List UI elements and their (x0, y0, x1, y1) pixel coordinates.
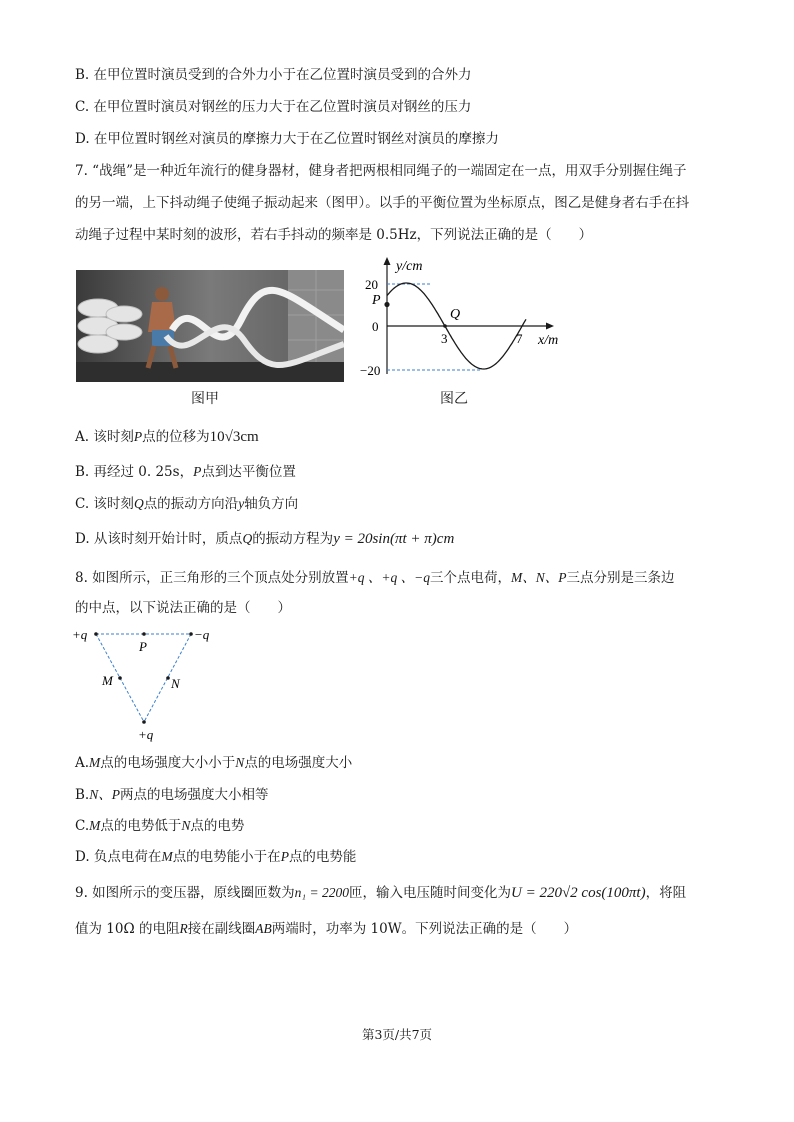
x-tick-7: 7 (516, 331, 523, 346)
q8b-prefix: B. (75, 787, 90, 803)
q8-option-c (75, 817, 244, 835)
q7-option-d (75, 530, 454, 548)
x-tick-3: 3 (441, 331, 448, 346)
q8-option-b (75, 786, 268, 804)
q6-option-c: C. 在甲位置时演员对钢丝的压力大于在乙位置时演员对钢丝的压力 (75, 99, 472, 115)
q9-line2-post: 两端时，功率为 10W。下列说法正确的是（ ） (271, 921, 578, 937)
q8-stem-line1 (75, 569, 675, 587)
option-d-prefix: D. 从该时刻开始计时，质点 (75, 531, 243, 547)
option-a-text: 点的位移为 (142, 429, 210, 445)
option-b-var: P (193, 464, 202, 479)
q7-stem-line1: 7. “战绳”是一种近年流行的健身器材，健身者把两根相同绳子的一端固定在一点，用双手分别握住绳子 (75, 163, 687, 179)
q8c-var2: N (181, 818, 191, 833)
q8-charges: +q 、+q 、−q (348, 570, 431, 585)
q8c-post: 点的电势 (190, 818, 245, 834)
q6-option-d: D. 在甲位置时钢丝对演员的摩擦力大于在乙位置时钢丝对演员的摩擦力 (75, 131, 499, 147)
p-label: P (139, 639, 147, 654)
q8a-mid: 点的电场强度大小小于 (100, 755, 236, 771)
q8-stem-prefix: 8. 如图所示，正三角形的三个顶点处分别放置 (75, 570, 349, 586)
q8b-post: 两点的电场强度大小相等 (119, 787, 269, 803)
y-tick-minus-20: −20 (360, 363, 381, 378)
page-footer: 第3页/共7页 (361, 1027, 433, 1042)
q8-stem-line2: 的中点，以下说法正确的是（ ） (75, 600, 291, 616)
bottom-vertex (142, 720, 146, 724)
option-b-prefix: B. 再经过 0. 25s， (75, 464, 194, 480)
q6-option-b: B. 在甲位置时演员受到的合外力小于在乙位置时演员受到的合外力 (75, 67, 472, 83)
q8c-prefix: C. (75, 818, 90, 834)
option-d-text: 的振动方程为 (252, 531, 334, 547)
point-p-label: P (372, 293, 381, 308)
q8c-mid: 点的电势低于 (100, 818, 182, 834)
option-c-var2: y (238, 496, 245, 511)
option-d-math: y = 20sin(πt + π)cm (333, 531, 455, 547)
q9-line2-prefix: 值为 10Ω 的电阻 (75, 921, 180, 937)
battle-rope-photo (76, 270, 344, 382)
q9-resistor: R (179, 921, 188, 936)
figure-b-caption: 图乙 (440, 391, 468, 407)
option-c-text2: 轴负方向 (244, 496, 299, 512)
q8a-var1: M (89, 755, 101, 770)
option-c-var: Q (133, 496, 144, 511)
q9-turns: n₁ = 2200 (294, 885, 349, 900)
q8-points: M、N、P (511, 570, 567, 585)
q8a-prefix: A. (75, 755, 90, 771)
y-tick-20: 20 (365, 277, 378, 292)
x-axis-arrow (546, 323, 554, 330)
option-a-prefix: A. 该时刻 (75, 429, 134, 445)
option-b-text: 点到达平衡位置 (201, 464, 296, 480)
q9-voltage: U = 220√2 cos(100πt) (510, 885, 646, 901)
n-label: N (171, 676, 180, 691)
q9-prefix: 9. 如图所示的变压器，原线圈匝数为 (75, 885, 295, 901)
q9-line2-mid: 接在副线圈 (187, 921, 256, 937)
m-label: M (102, 673, 113, 688)
y-axis-arrow (384, 257, 391, 265)
q7-stem-line2: 的另一端，上下抖动绳子使绳子振动起来（图甲）。以手的平衡位置为坐标原点，图乙是健身者右手在抖 (75, 195, 690, 211)
left-charge-label: +q (72, 627, 88, 642)
midpoint-n (166, 676, 170, 680)
q8-stem-mid: 三个点电荷， (430, 570, 512, 586)
q8d-mid: 点的电势能小于在 (172, 849, 281, 865)
q8b-var: N、P (89, 787, 120, 802)
midpoint-m (118, 676, 122, 680)
q7-option-b (75, 463, 296, 481)
left-vertex (94, 632, 98, 636)
q8d-post: 点的电势能 (288, 849, 357, 865)
option-a-var: P (133, 429, 143, 444)
q7-option-a (75, 428, 259, 446)
option-d-var: Q (242, 531, 253, 546)
q7-stem-line3: 动绳子过程中某时刻的波形，若右手抖动的频率是 0.5Hz，下列说法正确的是（ ） (75, 227, 593, 243)
q9-stem-line1 (75, 884, 686, 902)
q8d-var2: P (280, 849, 289, 864)
q8a-post: 点的电场强度大小 (244, 755, 353, 771)
y-axis-label: y/cm (396, 259, 423, 274)
wave-graph (350, 252, 570, 382)
option-c-text: 点的振动方向沿 (143, 496, 239, 512)
battle-rope-illustration (76, 270, 344, 382)
x-axis-label: x/m (538, 333, 559, 348)
q8-option-d (75, 848, 356, 866)
q8a-var2: N (235, 755, 245, 770)
y-tick-0: 0 (372, 319, 379, 334)
q9-terminals: AB (255, 921, 272, 936)
point-q-marker (443, 324, 447, 328)
right-charge-label: −q (194, 627, 210, 642)
q9-mid: 匝，输入电压随时间变化为 (348, 885, 511, 901)
midpoint-p (142, 632, 146, 636)
charge-triangle-figure (66, 624, 226, 744)
q8d-prefix: D. 负点电荷在 (75, 849, 162, 865)
option-c-prefix: C. 该时刻 (75, 496, 134, 512)
q9-stem-line2 (75, 920, 577, 938)
q8-stem-post: 三点分别是三条边 (566, 570, 675, 586)
q8c-var1: M (89, 818, 101, 833)
right-vertex (189, 632, 193, 636)
point-q-label: Q (450, 307, 461, 322)
q8d-var1: M (161, 849, 173, 864)
option-a-math: 10√3cm (209, 429, 259, 445)
bottom-charge-label: +q (138, 727, 154, 742)
point-p-marker (384, 302, 389, 307)
q9-post: ，将阻 (645, 885, 687, 901)
q7-option-c (75, 495, 298, 513)
figure-a-caption: 图甲 (191, 391, 219, 407)
q8-option-a (75, 754, 352, 772)
